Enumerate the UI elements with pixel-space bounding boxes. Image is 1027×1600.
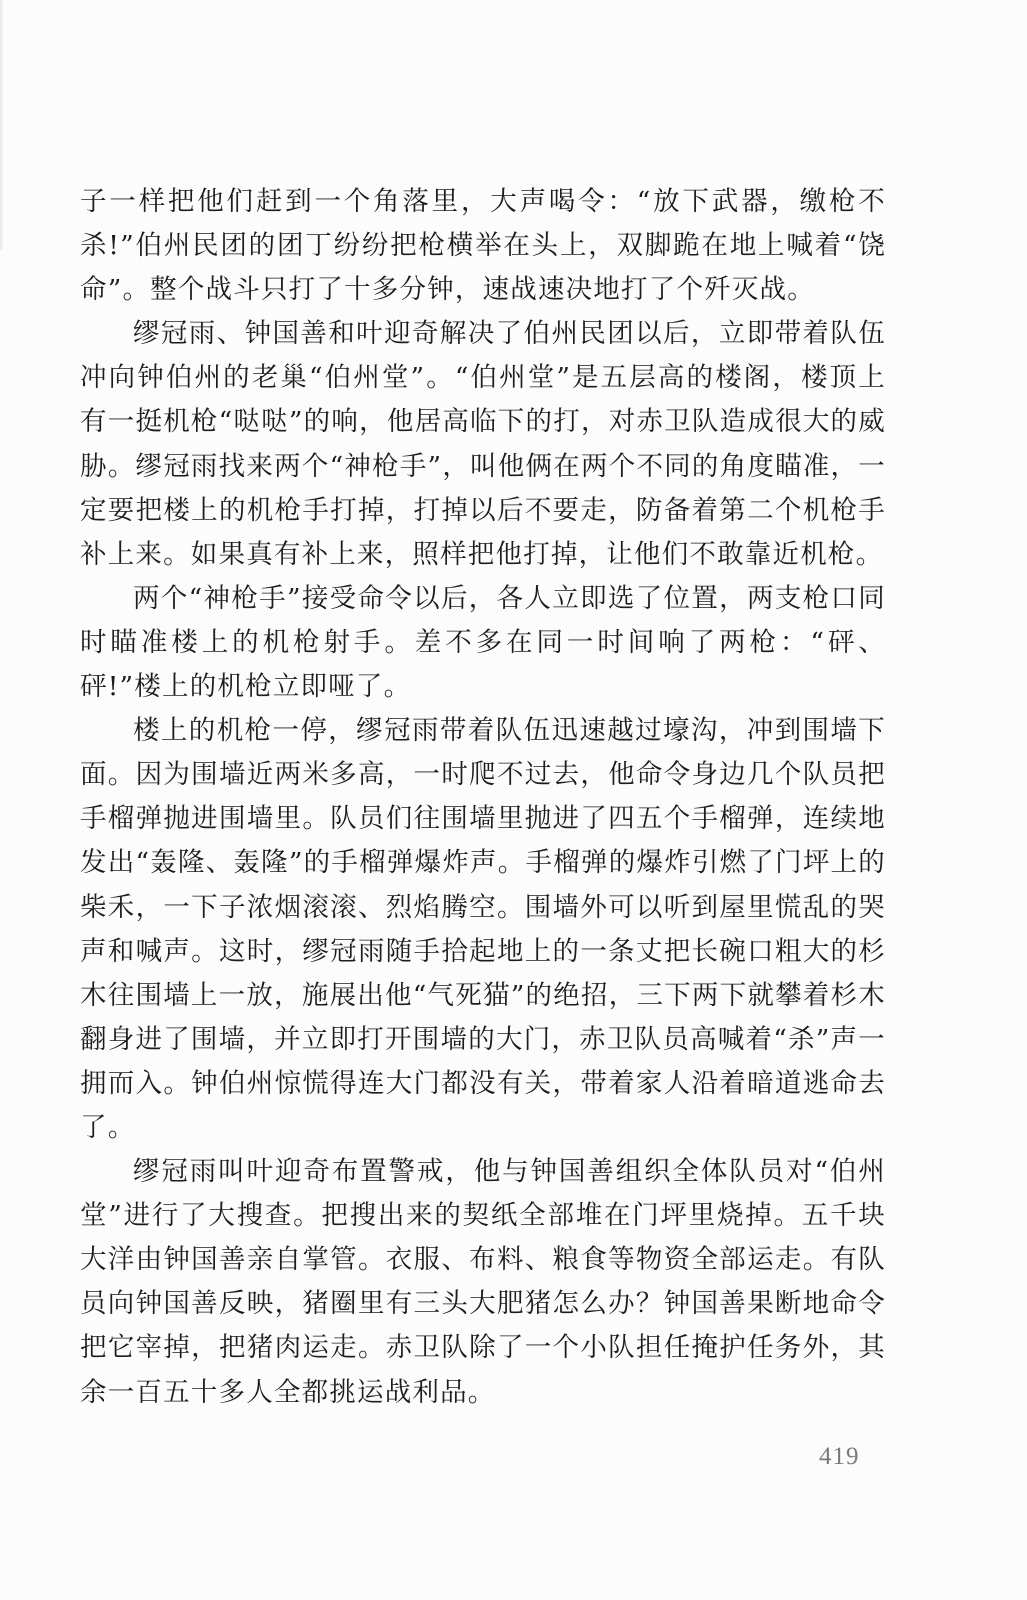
page-edge-shadow xyxy=(0,0,4,250)
paragraph: 子一样把他们赶到一个角落里，大声喝令：“放下武器，缴枪不杀!”伯州民团的团丁纷纷把枪横举在头上，双脚跪在地上喊着“饶命”。整个战斗只打了十多分钟，速战速决地打了个歼灭战。 xyxy=(80,186,886,306)
body-text xyxy=(80,180,886,1415)
page-number: 419 xyxy=(819,1443,860,1470)
paragraph: 缪冠雨叫叶迎奇布置警戒，他与钟国善组织全体队员对“伯州堂”进行了大搜查。把搜出来的契纸全部堆在门坪里烧掉。五千块大洋由钟国善亲自掌管。衣服、布料、粮食等物资全部运走。有队员向钟国善反映，猪圈里有三头大肥猪怎么办？钟国善果断地命令把它宰掉，把猪肉运走。赤卫队除了一个小队担任掩护任务外，其余一百五十多人全都挑运战利品。 xyxy=(80,1156,886,1408)
paragraph: 楼上的机枪一停，缪冠雨带着队伍迅速越过壕沟，冲到围墙下面。因为围墙近两米多高，一时爬不过去，他命令身边几个队员把手榴弹抛进围墙里。队员们往围墙里抛进了四五个手榴弹，连续地发出“轰隆、轰隆”的手榴弹爆炸声。手榴弹的爆炸引燃了门坪上的柴禾，一下子浓烟滚滚、烈焰腾空。围墙外可以听到屋里慌乱的哭声和喊声。这时，缪冠雨随手拾起地上的一条丈把长碗口粗大的杉木往围墙上一放，施展出他“气死猫”的绝招，三下两下就攀着杉木翻身进了围墙，并立即打开围墙的大门，赤卫队员高喊着“杀”声一拥而入。钟伯州惊慌得连大门都没有关，带着家人沿着暗道逃命去了。 xyxy=(80,715,886,1143)
paragraph: 缪冠雨、钟国善和叶迎奇解决了伯州民团以后，立即带着队伍冲向钟伯州的老巢“伯州堂”。“伯州堂”是五层高的楼阁，楼顶上有一挺机枪“哒哒”的响，他居高临下的打，对赤卫队造成很大的威胁。缪冠雨找来两个“神枪手”，叫他俩在两个不同的角度瞄准，一定要把楼上的机枪手打掉，打掉以后不要走，防备着第二个机枪手补上来。如果真有补上来，照样把他打掉，让他们不敢靠近机枪。 xyxy=(80,318,886,570)
paragraph: 两个“神枪手”接受命令以后，各人立即选了位置，两支枪口同时瞄准楼上的机枪射手。差不多在同一时间响了两枪：“砰、砰!”楼上的机枪立即哑了。 xyxy=(80,582,886,703)
